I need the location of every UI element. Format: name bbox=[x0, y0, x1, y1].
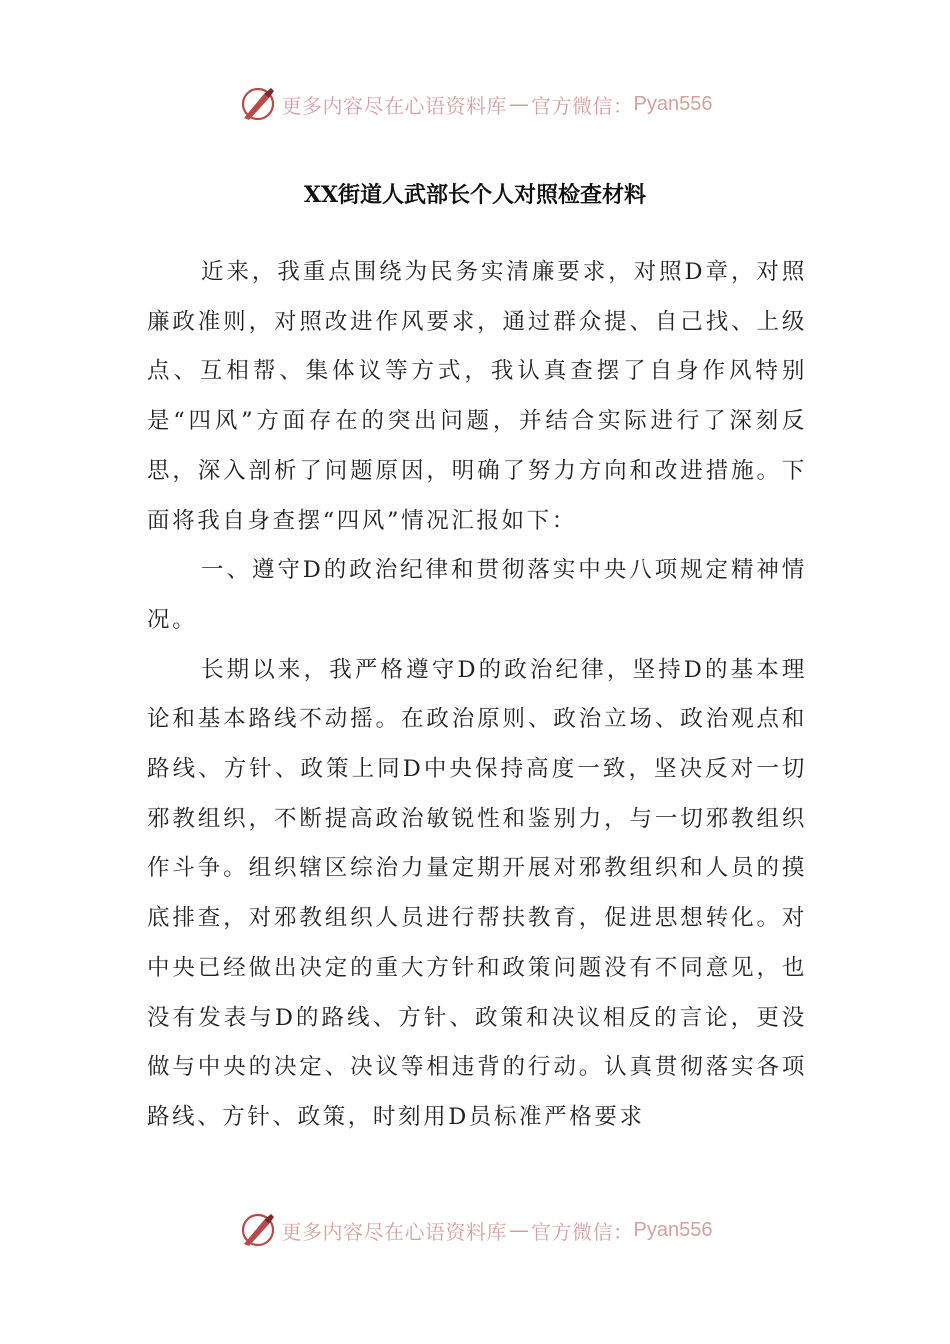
pen-logo-icon bbox=[238, 1210, 278, 1250]
watermark-separator: — bbox=[509, 1218, 530, 1242]
watermark-footer bbox=[0, 1208, 950, 1252]
watermark-account: Pyan556 bbox=[633, 92, 713, 115]
pen-logo-icon bbox=[238, 84, 278, 124]
document-title: XX街道人武部长个人对照检查材料 bbox=[303, 182, 647, 208]
paragraph-section-1: 长期以来，我严格遵守D的政治纪律，坚持D的基本理论和基本路线不动摇。在政治原则、政治立场、政治观点和路线、方针、政策上同D中央保持高度一致，坚决反对一切邪教组织，不断提高政治敏锐性和鉴别力，与一切邪教组织作斗争。组织辖区综治力量定期开展对邪教组织和人员的摸底排查，对邪教组织人员进行帮扶教育，促进思想转化。对中央已经做出决定的重大方针和政策问题没有不同意见，也没有发表与D的路线、方针、政策和决议相反的言论，更没做与中央的决定、决议等相违背的行动。认真贯彻落实各项路线、方针、政策，时刻用D员标准严格要求 bbox=[147, 656, 807, 1130]
watermark-header bbox=[0, 82, 950, 126]
watermark-suffix: 官方微信： bbox=[531, 1219, 634, 1244]
watermark-text: 更多内容尽在心语资料库 bbox=[281, 93, 508, 118]
watermark-account: Pyan556 bbox=[633, 1218, 713, 1241]
document-body bbox=[147, 248, 807, 1143]
section-heading-1: 一、遵守D的政治纪律和贯彻落实中央八项规定精神情况。 bbox=[147, 557, 807, 633]
watermark-text: 更多内容尽在心语资料库 bbox=[281, 1219, 508, 1244]
paragraph-intro: 近来，我重点围绕为民务实清廉要求，对照D章，对照廉政准则，对照改进作风要求，通过群众提、自己找、上级点、互相帮、集体议等方式，我认真查摆了自身作风特别是“四风”方面存在的突出问题，并结合实际进行了深刻反思，深入剖析了问题原因，明确了努力方向和改进措施。下面将我自身查摆“四风”情况汇报如下： bbox=[147, 259, 807, 534]
watermark-suffix: 官方微信： bbox=[531, 93, 634, 118]
watermark-separator: — bbox=[509, 92, 530, 116]
